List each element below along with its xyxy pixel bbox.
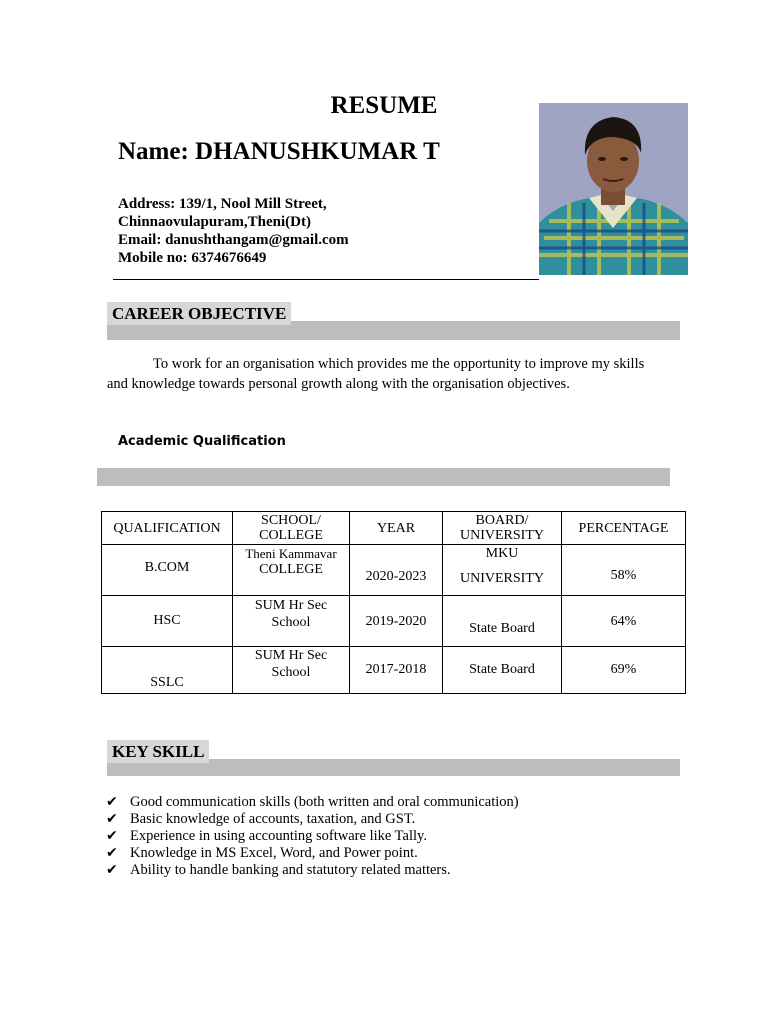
career-objective-text — [107, 354, 647, 394]
cell-text: 2017-2018 — [365, 662, 427, 677]
school-cell — [233, 647, 350, 694]
cell-text: MKU — [485, 546, 519, 561]
cell-text: B.COM — [144, 560, 190, 575]
qualification-table — [101, 511, 686, 694]
skill-text: Basic knowledge of accounts, taxation, and GST. — [130, 811, 416, 827]
check-icon: ✔ — [106, 794, 118, 810]
column-header: PERCENTAGE — [562, 512, 686, 545]
cell-text: Theni Kammavar — [245, 546, 337, 561]
candidate-name: Name: DHANUSHKUMAR T — [118, 138, 440, 165]
cell-text: 2019-2020 — [365, 614, 427, 629]
cell-text: SUM Hr Sec — [254, 648, 328, 663]
skill-text: Ability to handle banking and statutory related matters. — [130, 862, 451, 878]
skill-text: Good communication skills (both written and oral communication) — [130, 794, 519, 810]
percentage-cell — [562, 545, 686, 596]
academic-heading: Academic Qualification — [118, 434, 286, 449]
key-skill-list — [106, 794, 519, 879]
column-header: YEAR — [350, 512, 443, 545]
board-cell — [443, 596, 562, 647]
table-row — [102, 545, 686, 596]
list-item — [106, 811, 519, 828]
academic-bar — [97, 468, 670, 486]
qualification-cell — [102, 647, 233, 694]
list-item — [106, 828, 519, 845]
list-item — [106, 862, 519, 879]
year-cell — [350, 596, 443, 647]
mobile-line: Mobile no: 6374676649 — [118, 250, 267, 266]
cell-text: COLLEGE — [259, 562, 323, 577]
check-icon: ✔ — [106, 828, 118, 844]
table-row — [102, 596, 686, 647]
percentage-cell — [562, 596, 686, 647]
percentage-cell — [562, 647, 686, 694]
qualification-cell — [102, 596, 233, 647]
cell-text: SSLC — [150, 675, 184, 690]
address-line-1: Address: 139/1, Nool Mill Street, — [118, 196, 327, 212]
check-icon: ✔ — [106, 811, 118, 827]
board-cell — [443, 545, 562, 596]
column-header: BOARD/ UNIVERSITY — [443, 512, 562, 545]
school-cell — [233, 596, 350, 647]
cell-text: School — [271, 615, 311, 630]
column-header: SCHOOL/ COLLEGE — [233, 512, 350, 545]
table-header-row — [102, 512, 686, 545]
cell-text: 69% — [610, 662, 637, 677]
cell-text: 58% — [610, 568, 637, 583]
resume-title: RESUME — [330, 92, 438, 119]
profile-photo — [539, 103, 688, 275]
key-skill-heading: KEY SKILL — [107, 740, 209, 763]
column-header: QUALIFICATION — [102, 512, 233, 545]
check-icon: ✔ — [106, 845, 118, 861]
cell-text: 64% — [610, 614, 637, 629]
school-cell — [233, 545, 350, 596]
list-item — [106, 794, 519, 811]
cell-text: State Board — [469, 662, 535, 677]
board-cell — [443, 647, 562, 694]
cell-text: 2020-2023 — [365, 569, 427, 584]
cell-text: State Board — [469, 621, 535, 636]
career-objective-paragraph: To work for an organisation which provides me the opportunity to improve my skills and knowledge towards personal growth along with the organisation objectives. — [107, 356, 645, 392]
cell-text: School — [271, 665, 311, 680]
year-cell — [350, 545, 443, 596]
career-objective-heading: CAREER OBJECTIVE — [107, 302, 291, 325]
header-divider — [113, 279, 539, 280]
skill-text: Experience in using accounting software like Tally. — [130, 828, 427, 844]
cell-text: UNIVERSITY — [460, 571, 544, 586]
check-icon: ✔ — [106, 862, 118, 878]
profile-photo-illustration — [539, 103, 688, 275]
address-line-2: Chinnaovulapuram,Theni(Dt) — [118, 214, 311, 230]
table-row — [102, 647, 686, 694]
cell-text: HSC — [153, 613, 181, 628]
cell-text: SUM Hr Sec — [254, 598, 328, 613]
list-item — [106, 845, 519, 862]
year-cell — [350, 647, 443, 694]
email-line: Email: danushthangam@gmail.com — [118, 232, 349, 248]
skill-text: Knowledge in MS Excel, Word, and Power point. — [130, 845, 418, 861]
qualification-cell — [102, 545, 233, 596]
